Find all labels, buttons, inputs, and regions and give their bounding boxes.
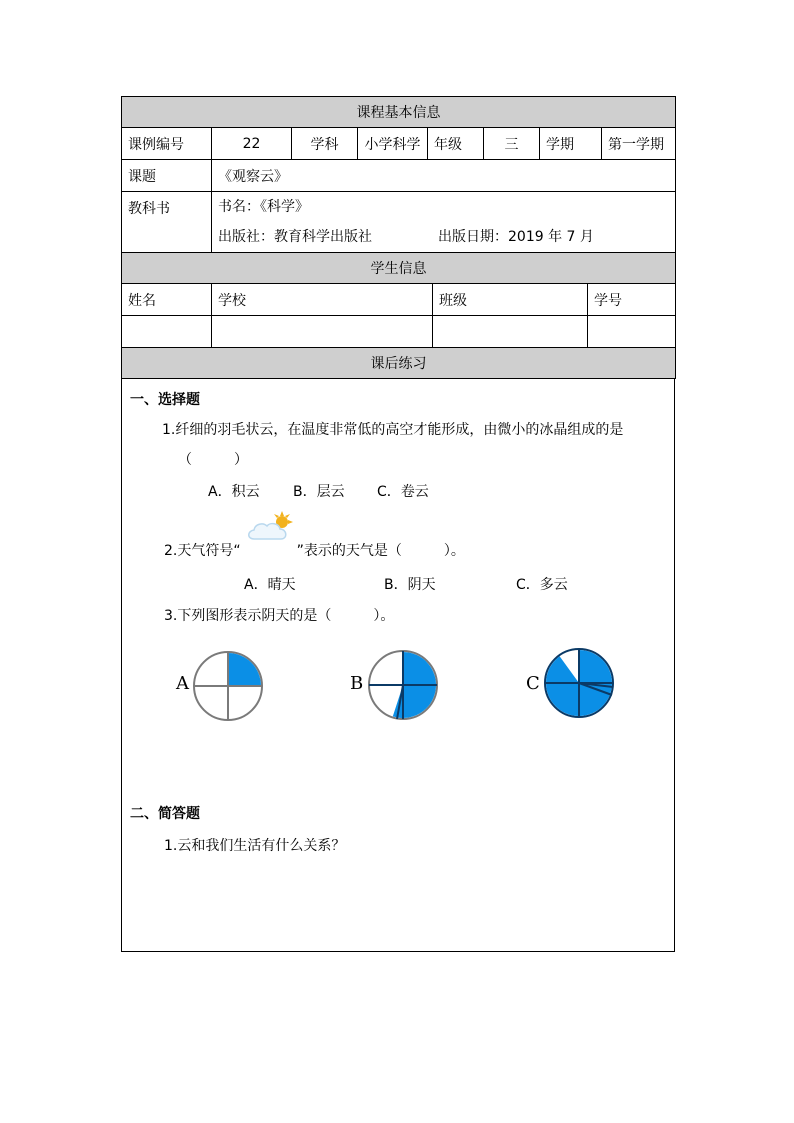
name-field[interactable] [122,316,212,348]
term-value: 第一学期 [602,128,676,160]
question-2 [164,540,465,560]
publisher-line [218,222,669,252]
name-label: 姓名 [122,284,212,316]
question-1: 1.纤细的羽毛状云，在温度非常低的高空才能形成，由微小的冰晶组成的是 [162,422,624,438]
partly-cloudy-icon [246,511,298,543]
book-name: 书名：《科学》 [218,199,309,215]
student-table [121,253,676,379]
q1-option-c[interactable]: C．卷云 [377,484,429,500]
textbook-label: 教科书 [122,192,212,253]
question-2-prefix: 2.天气符号“ [164,543,241,559]
pie-c-letter[interactable]: C [526,673,540,694]
school-field[interactable] [212,316,433,348]
question-3: 3.下列图形表示阴天的是（ ）。 [164,608,395,624]
worksheet [121,96,675,952]
short-answer-question-1: 1.云和我们生活有什么关系？ [164,838,346,854]
pie-a[interactable] [192,650,264,722]
case-no-value: 22 [212,128,292,160]
case-no-label: 课例编号 [122,128,212,160]
exercise-area [121,379,675,952]
id-field[interactable] [588,316,676,348]
pie-b[interactable] [367,649,439,721]
id-label: 学号 [588,284,676,316]
question-2-suffix: ”表示的天气是（ ）。 [296,543,465,559]
class-field[interactable] [433,316,588,348]
pie-b-letter[interactable]: B [350,673,364,694]
term-label: 学期 [540,128,602,160]
section-choice-title: 一、选择题 [130,392,200,408]
info-table [121,96,676,253]
topic-value: 《观察云》 [212,160,676,192]
subject-value: 小学科学 [358,128,428,160]
q2-option-c[interactable]: C．多云 [516,577,568,593]
school-label: 学校 [212,284,433,316]
q2-option-a[interactable]: A．晴天 [244,577,296,593]
subject-label: 学科 [292,128,358,160]
q1-option-a[interactable]: A．积云 [208,484,260,500]
pie-c[interactable] [543,647,615,719]
grade-label: 年级 [428,128,484,160]
section-short-answer-title: 二、简答题 [130,806,200,822]
publisher: 出版社：教育科学出版社 [218,229,372,245]
q2-option-b[interactable]: B．阴天 [384,577,436,593]
topic-label: 课题 [122,160,212,192]
exercise-header: 课后练习 [122,348,676,379]
q1-option-b[interactable]: B．层云 [293,484,345,500]
basic-info-header: 课程基本信息 [122,97,676,128]
grade-value: 三 [484,128,540,160]
publish-date: 出版日期：2019 年 7 月 [438,229,594,245]
class-label: 班级 [433,284,588,316]
pie-a-letter[interactable]: A [176,673,189,694]
student-info-header: 学生信息 [122,253,676,284]
pie-a-covered-sector [228,653,261,686]
question-1-blank[interactable]: （ ） [178,452,248,468]
textbook-info [212,192,676,253]
